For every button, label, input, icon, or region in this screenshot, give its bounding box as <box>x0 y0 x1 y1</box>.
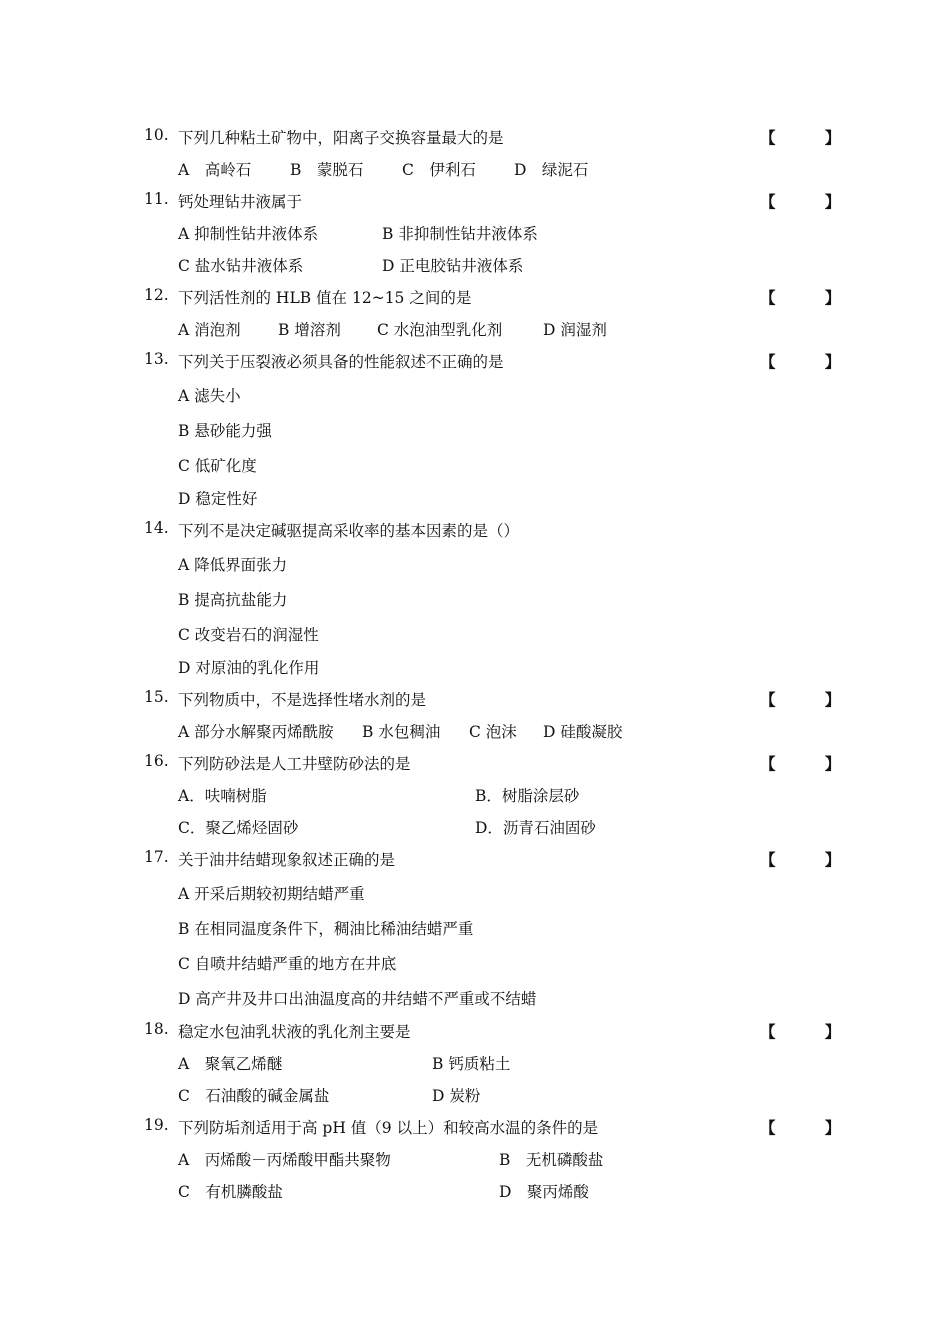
answer-bracket[interactable]: 【 】 <box>760 850 863 869</box>
option-c[interactable]: C 低矿化度 <box>178 457 257 475</box>
question-number: 17. <box>144 848 169 866</box>
option-b[interactable]: B 非抑制性钻井液体系 <box>382 225 538 243</box>
option-b[interactable]: B 在相同温度条件下，稠油比稀油结蜡严重 <box>178 920 474 938</box>
option-b[interactable]: B 无机磷酸盐 <box>499 1151 604 1169</box>
answer-bracket[interactable]: 【 】 <box>760 754 863 773</box>
option-b[interactable]: B 悬砂能力强 <box>178 422 272 440</box>
answer-bracket[interactable]: 【 】 <box>760 288 863 307</box>
answer-bracket[interactable]: 【 】 <box>760 690 863 709</box>
option-c[interactable]: C 泡沫 <box>469 723 517 741</box>
option-d[interactable]: D 高产井及井口出油温度高的井结蜡不严重或不结蜡 <box>178 990 537 1008</box>
option-c[interactable]: C 自喷井结蜡严重的地方在井底 <box>178 955 397 973</box>
option-b[interactable]: B 提高抗盐能力 <box>178 591 288 609</box>
option-d[interactable]: D 润湿剂 <box>543 321 607 339</box>
option-c[interactable]: C 改变岩石的润湿性 <box>178 626 319 644</box>
option-d[interactable]: D 对原油的乳化作用 <box>178 659 320 677</box>
question-number: 10. <box>144 126 169 144</box>
question-number: 18. <box>144 1020 169 1038</box>
option-d[interactable]: D 稳定性好 <box>178 490 258 508</box>
question-stem: 稳定水包油乳状液的乳化剂主要是 <box>178 1023 411 1041</box>
question-number: 19. <box>144 1116 169 1134</box>
option-d[interactable]: D 炭粉 <box>432 1087 481 1105</box>
option-b[interactable]: B．树脂涂层砂 <box>475 787 580 805</box>
option-c[interactable]: C 盐水钻井液体系 <box>178 257 304 275</box>
option-c[interactable]: C．聚乙烯烃固砂 <box>178 819 299 837</box>
option-a[interactable]: A 开采后期较初期结蜡严重 <box>178 885 365 903</box>
option-a[interactable]: A 滤失小 <box>178 387 241 405</box>
option-c[interactable]: C 伊利石 <box>402 161 476 179</box>
answer-bracket[interactable]: 【 】 <box>760 1118 863 1137</box>
question-number: 14. <box>144 519 169 537</box>
option-b[interactable]: B 钙质粘土 <box>432 1055 511 1073</box>
option-a[interactable]: A 降低界面张力 <box>178 556 288 574</box>
answer-bracket[interactable]: 【 】 <box>760 1022 863 1041</box>
question-number: 13. <box>144 350 169 368</box>
option-a[interactable]: A 聚氧乙烯醚 <box>178 1055 283 1073</box>
question-number: 16. <box>144 752 169 770</box>
option-a[interactable]: A 部分水解聚丙烯酰胺 <box>178 723 334 741</box>
question-stem: 下列活性剂的 HLB 值在 12~15 之间的是 <box>178 289 472 307</box>
option-c[interactable]: C 水泡油型乳化剂 <box>377 321 503 339</box>
question-number: 12. <box>144 286 169 304</box>
option-a[interactable]: A．呋喃树脂 <box>178 787 267 805</box>
question-stem: 下列防砂法是人工井壁防砂法的是 <box>178 755 411 773</box>
question-stem: 下列不是决定碱驱提高采收率的基本因素的是（） <box>178 522 520 540</box>
question-number: 15. <box>144 688 169 706</box>
option-a[interactable]: A 高岭石 <box>178 161 252 179</box>
question-stem: 下列物质中，不是选择性堵水剂的是 <box>178 691 427 709</box>
option-b[interactable]: B 水包稠油 <box>362 723 441 741</box>
option-d[interactable]: D 硅酸凝胶 <box>543 723 623 741</box>
option-d[interactable]: D 聚丙烯酸 <box>499 1183 589 1201</box>
question-number: 11. <box>144 190 169 208</box>
option-d[interactable]: D．沥青石油固砂 <box>475 819 596 837</box>
option-c[interactable]: C 有机膦酸盐 <box>178 1183 283 1201</box>
option-d[interactable]: D 正电胶钻井液体系 <box>382 257 524 275</box>
answer-bracket[interactable]: 【 】 <box>760 192 863 211</box>
answer-bracket[interactable]: 【 】 <box>760 352 863 371</box>
option-b[interactable]: B 增溶剂 <box>278 321 341 339</box>
question-stem: 钙处理钻井液属于 <box>178 193 303 211</box>
option-d[interactable]: D 绿泥石 <box>514 161 589 179</box>
option-c[interactable]: C 石油酸的碱金属盐 <box>178 1087 330 1105</box>
question-stem: 关于油井结蜡现象叙述正确的是 <box>178 851 396 869</box>
question-stem: 下列关于压裂液必须具备的性能叙述不正确的是 <box>178 353 504 371</box>
answer-bracket[interactable]: 【 】 <box>760 128 863 147</box>
option-a[interactable]: A 丙烯酸－丙烯酸甲酯共聚物 <box>178 1151 391 1169</box>
option-a[interactable]: A 抑制性钻井液体系 <box>178 225 319 243</box>
question-stem: 下列防垢剂适用于高 pH 值（9 以上）和较高水温的条件的是 <box>178 1119 599 1137</box>
option-a[interactable]: A 消泡剂 <box>178 321 241 339</box>
option-b[interactable]: B 蒙脱石 <box>290 161 364 179</box>
question-stem: 下列几种粘土矿物中，阳离子交换容量最大的是 <box>178 129 504 147</box>
